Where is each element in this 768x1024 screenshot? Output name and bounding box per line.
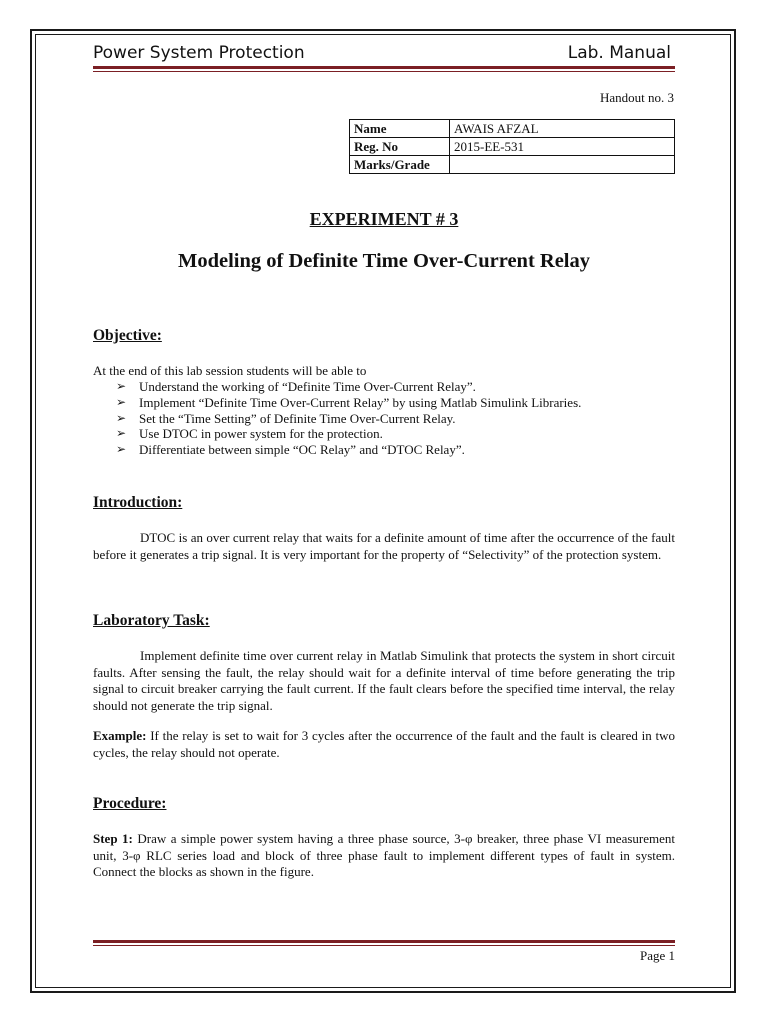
marks-grade-label: Marks/Grade: [350, 156, 450, 174]
experiment-number: EXPERIMENT # 3: [309, 209, 459, 229]
footer-rule-thick: [93, 940, 675, 943]
experiment-title: Modeling of Definite Time Over-Current Relay: [177, 250, 590, 272]
name-label: Name: [350, 120, 450, 138]
procedure-heading: Procedure:: [93, 795, 167, 812]
header-rule-thin: [93, 71, 675, 72]
header-rule-thick: [93, 66, 675, 69]
list-item-text: Set the “Time Setting” of Definite Time Over-Current Relay.: [139, 410, 456, 426]
header-manual-label: Lab. Manual: [567, 43, 671, 63]
example-text: If the relay is set to wait for 3 cycles after the occurrence of the fault and the fault is cleared in two cycles, the relay should not operate.: [93, 728, 675, 760]
list-item: [116, 426, 676, 442]
arrowhead-bullet-icon: ➢: [116, 394, 127, 409]
list-item: [116, 395, 676, 411]
arrowhead-bullet-icon: ➢: [116, 410, 127, 425]
objective-list: [116, 379, 676, 458]
arrowhead-bullet-icon: ➢: [116, 442, 127, 457]
footer-rule-thin: [93, 945, 675, 946]
student-info-table: [349, 119, 675, 174]
objective-heading: Objective:: [93, 327, 162, 344]
step-label: Step 1:: [93, 831, 133, 846]
list-item-text: Use DTOC in power system for the protection.: [139, 426, 383, 442]
page-number: Page 1: [639, 948, 675, 963]
introduction-text: DTOC is an over current relay that waits for a definite amount of time after the occurrence of the fault before it generates a trip signal. It is very important for the property of “Selectivity” of the protection system.: [93, 530, 675, 562]
example-label: Example:: [93, 728, 147, 743]
introduction-heading: Introduction:: [93, 494, 183, 511]
reg-no-value: 2015-EE-531: [450, 138, 675, 156]
list-item-text: Understand the working of “Definite Time Over-Current Relay”.: [139, 379, 476, 394]
name-value: AWAIS AFZAL: [450, 120, 675, 138]
marks-grade-value: [450, 156, 675, 174]
table-row: [350, 120, 675, 138]
arrowhead-bullet-icon: ➢: [116, 426, 127, 441]
step-text: Draw a simple power system having a three phase source, 3-φ breaker, three phase VI measurement unit, 3-φ RLC series load and block of three phase fault to implement different types of fault in system. Connect the blocks as shown in the figure.: [93, 831, 676, 879]
handout-number: Handout no. 3: [599, 90, 674, 105]
lab-task-heading: Laboratory Task:: [93, 612, 210, 629]
list-item: [116, 411, 676, 427]
list-item-text: Differentiate between simple “OC Relay” and “DTOC Relay”.: [139, 442, 465, 458]
lab-task-text: Implement definite time over current relay in Matlab Simulink that protects the system in short circuit faults. After sensing the fault, the relay should wait for a definite interval of time before generating the trip signal to circuit breaker carrying the fault current. If the fault clears before the specified time interval, the relay should not generate the trip signal.: [93, 648, 675, 713]
reg-no-label: Reg. No: [350, 138, 450, 156]
table-row: [350, 156, 675, 174]
list-item: [116, 442, 676, 458]
arrowhead-bullet-icon: ➢: [116, 379, 127, 393]
step-1-paragraph: [93, 831, 675, 881]
objective-intro: At the end of this lab session students will be able to: [93, 363, 367, 378]
header-course-title: Power System Protection: [93, 43, 305, 63]
list-item-text: Implement “Definite Time Over-Current Relay” by using Matlab Simulink Libraries.: [139, 394, 582, 410]
table-row: [350, 138, 675, 156]
list-item: [116, 379, 676, 395]
example-paragraph: [93, 728, 675, 761]
